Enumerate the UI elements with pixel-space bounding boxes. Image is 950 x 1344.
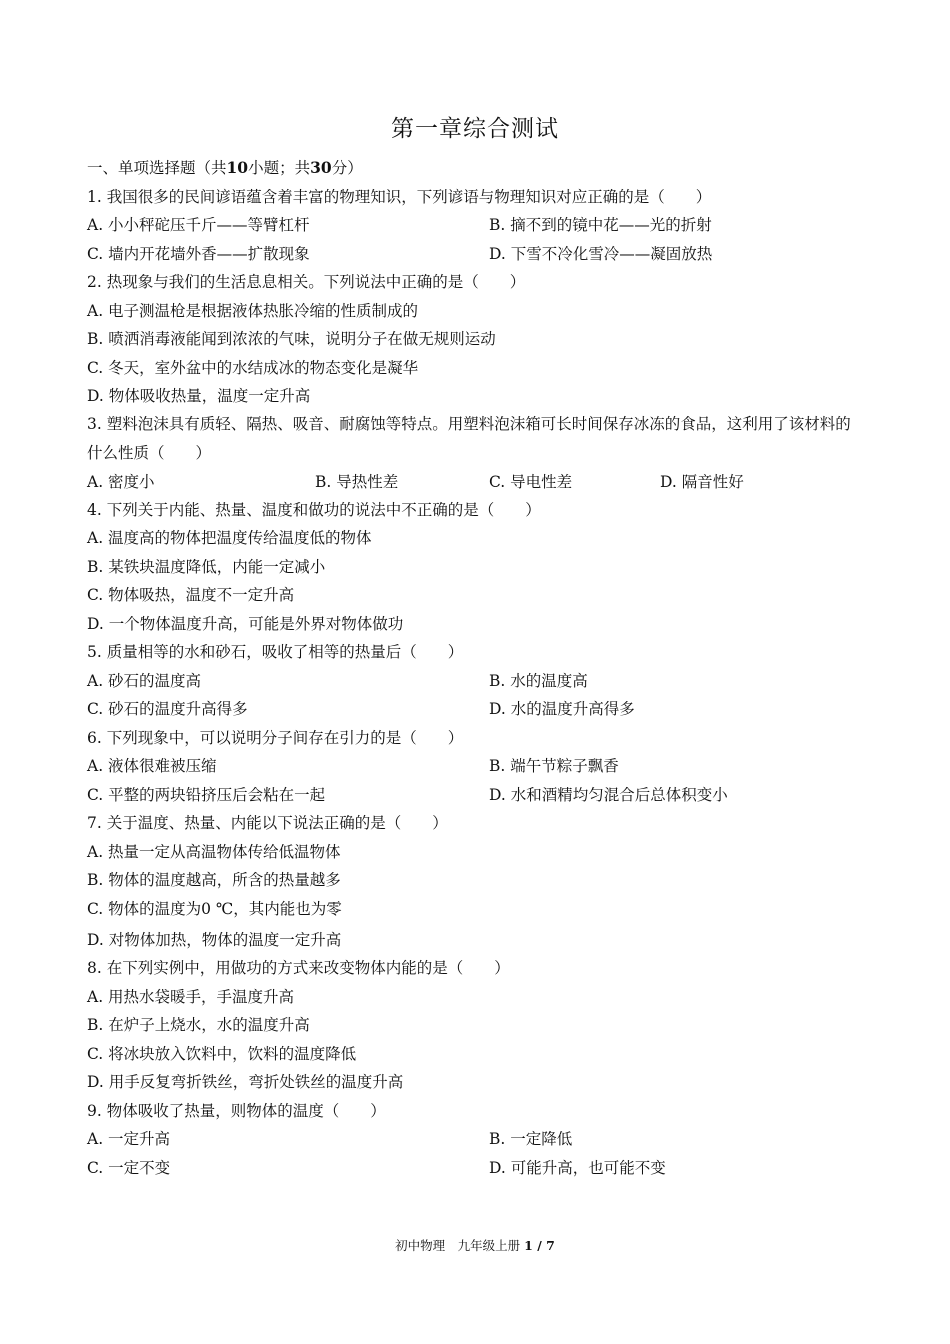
q9-option-a[interactable]: A. 一定升高	[87, 1130, 171, 1148]
section-heading: 一、单项选择题（共10小题；共30分）	[87, 158, 363, 177]
question-9-stem: 9. 物体吸收了热量，则物体的温度（ ）	[87, 1102, 386, 1120]
q8-option-d[interactable]: D. 用手反复弯折铁丝，弯折处铁丝的温度升高	[87, 1073, 404, 1091]
q6-option-c[interactable]: C. 平整的两块铅挤压后会粘在一起	[87, 786, 326, 804]
q3-option-d[interactable]: D. 隔音性好	[660, 473, 744, 491]
footer-course: 初中物理 九年级上册	[395, 1238, 521, 1253]
q5-option-c[interactable]: C. 砂石的温度升高得多	[87, 700, 248, 718]
q9-option-d[interactable]: D. 可能升高，也可能不变	[489, 1159, 666, 1177]
q8-option-b[interactable]: B. 在炉子上烧水，水的温度升高	[87, 1016, 310, 1034]
q1-option-b[interactable]: B. 摘不到的镜中花——光的折射	[489, 216, 712, 234]
q9-option-c[interactable]: C. 一定不变	[87, 1159, 171, 1177]
q8-option-a[interactable]: A. 用热水袋暖手，手温度升高	[87, 988, 295, 1006]
q5-option-a[interactable]: A. 砂石的温度高	[87, 672, 202, 690]
q5-option-b[interactable]: B. 水的温度高	[489, 672, 588, 690]
question-3-stem: 3. 塑料泡沫具有质轻、隔热、吸音、耐腐蚀等特点。用塑料泡沫箱可长时间保存冰冻的食品，这利用了该材料的什么性质（ ）	[87, 415, 851, 462]
q1-option-d[interactable]: D. 下雪不冷化雪冷——凝固放热	[489, 245, 713, 263]
q1-option-c[interactable]: C. 墙内开花墙外香——扩散现象	[87, 245, 310, 263]
q2-option-c[interactable]: C. 冬天，室外盆中的水结成冰的物态变化是凝华	[87, 359, 419, 377]
q7-option-c[interactable]: C. 物体的温度为0 ℃，其内能也为零	[87, 900, 342, 918]
page-number: 1 / 7	[524, 1238, 555, 1253]
question-7-stem: 7. 关于温度、热量、内能以下说法正确的是（ ）	[87, 814, 448, 832]
page-title: 第一章综合测试	[391, 116, 559, 142]
q4-option-b[interactable]: B. 某铁块温度降低，内能一定减小	[87, 558, 326, 576]
q7-option-a[interactable]: A. 热量一定从高温物体传给低温物体	[87, 843, 341, 861]
q2-option-a[interactable]: A. 电子测温枪是根据液体热胀冷缩的性质制成的	[87, 302, 419, 320]
q4-option-d[interactable]: D. 一个物体温度升高，可能是外界对物体做功	[87, 615, 404, 633]
q2-option-b[interactable]: B. 喷洒消毒液能闻到浓浓的气味，说明分子在做无规则运动	[87, 330, 496, 348]
q1-option-a[interactable]: A. 小小秤砣压千斤——等臂杠杆	[87, 216, 310, 234]
q6-option-d[interactable]: D. 水和酒精均匀混合后总体积变小	[489, 786, 728, 804]
q6-option-b[interactable]: B. 端午节粽子飘香	[489, 757, 619, 775]
q3-option-c[interactable]: C. 导电性差	[489, 473, 573, 491]
q6-option-a[interactable]: A. 液体很难被压缩	[87, 757, 217, 775]
q4-option-a[interactable]: A. 温度高的物体把温度传给温度低的物体	[87, 529, 372, 547]
q3-option-a[interactable]: A. 密度小	[87, 473, 155, 491]
q8-option-c[interactable]: C. 将冰块放入饮料中，饮料的温度降低	[87, 1045, 357, 1063]
q2-option-d[interactable]: D. 物体吸收热量，温度一定升高	[87, 387, 311, 405]
question-6-stem: 6. 下列现象中，可以说明分子间存在引力的是（ ）	[87, 729, 464, 747]
q7-option-b[interactable]: B. 物体的温度越高，所含的热量越多	[87, 871, 341, 889]
q4-option-c[interactable]: C. 物体吸热，温度不一定升高	[87, 586, 295, 604]
q7-option-d[interactable]: D. 对物体加热，物体的温度一定升高	[87, 931, 342, 949]
q5-option-d[interactable]: D. 水的温度升高得多	[489, 700, 635, 718]
q9-option-b[interactable]: B. 一定降低	[489, 1130, 573, 1148]
question-4-stem: 4. 下列关于内能、热量、温度和做功的说法中不正确的是（ ）	[87, 501, 541, 519]
q3-option-b[interactable]: B. 导热性差	[315, 473, 399, 491]
question-5-stem: 5. 质量相等的水和砂石，吸收了相等的热量后（ ）	[87, 643, 464, 661]
question-1-stem: 1. 我国很多的民间谚语蕴含着丰富的物理知识，下列谚语与物理知识对应正确的是（ ）	[87, 188, 712, 206]
question-2-stem: 2. 热现象与我们的生活息息相关。下列说法中正确的是（ ）	[87, 273, 526, 291]
page-footer	[0, 1236, 950, 1254]
question-8-stem: 8. 在下列实例中，用做功的方式来改变物体内能的是（ ）	[87, 959, 510, 977]
